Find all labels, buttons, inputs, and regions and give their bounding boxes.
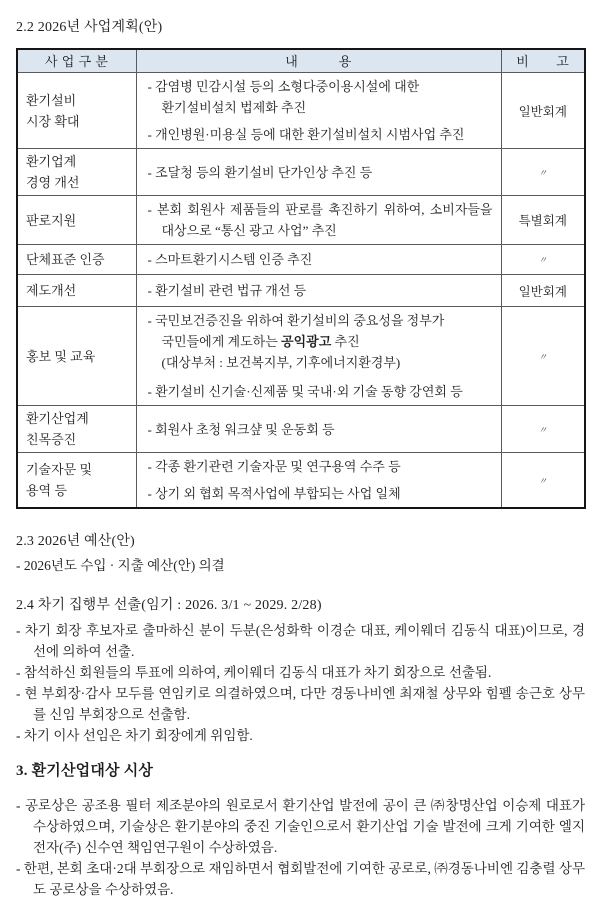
content-cell <box>136 453 501 509</box>
ditto-mark: 〃 <box>538 255 548 265</box>
section-2-4 <box>16 597 585 746</box>
ditto-mark: 〃 <box>538 167 548 178</box>
bullet-item: - 2026년도 수입 · 지출 예산(안) 의결 <box>16 558 225 573</box>
category-cell <box>17 245 136 275</box>
bullet-item: - 현 부회장·감사 모두를 연임키로 의결하였으며, 다만 경동나비엔 최재철 상무와 힘펠 송근호 상무를 신임 부회장으로 선출함. <box>16 686 585 722</box>
category-line: 단체표준 인증 <box>26 252 105 267</box>
content-line: - 환기설비 관련 법규 개선 등 <box>147 283 307 298</box>
ditto-mark: 〃 <box>538 424 548 435</box>
note-cell <box>501 149 585 196</box>
content-line: - 개인병원·미용실 등에 대한 환기설비설치 시범사업 추진 <box>147 127 465 142</box>
content-line: - 국민보건증진을 위하여 환기설비의 중요성을 정부가 <box>147 313 445 328</box>
note-cell <box>501 453 585 509</box>
bullet-item: - 차기 회장 후보자로 출마하신 분이 두분(은성화학 이경순 대표, 케이웨더 김동식 대표)이므로, 경선에 의하여 선출. <box>16 623 585 659</box>
content-line: - 본회 회원사 제품들의 판로를 촉진하기 위하여, 소비자들을 대상으로 “통신 광고 사업” 추진 <box>147 202 493 238</box>
table-header-note: 비 고 <box>501 49 585 73</box>
table-row <box>17 307 585 406</box>
category-cell <box>17 406 136 453</box>
section-3 <box>16 763 585 900</box>
category-cell <box>17 149 136 196</box>
category-cell <box>17 275 136 307</box>
content-cell <box>136 307 501 406</box>
content-line: (대상부처 : 보건복지부, 기후에너지환경부) <box>161 355 401 370</box>
section-2-3-heading: 2.3 2026년 예산(안) <box>16 534 135 549</box>
note-cell: 특별회계 <box>501 196 585 245</box>
category-line: 환기산업계 <box>26 411 89 426</box>
section-2-3-bullets <box>16 555 585 576</box>
business-plan-table-body <box>17 73 585 509</box>
content-line: - 환기설비 신기술·신제품 및 국내·외 기술 동향 강연회 등 <box>147 384 463 399</box>
category-line: 제도개선 <box>26 283 77 298</box>
category-line: 판로지원 <box>26 212 77 228</box>
content-cell <box>136 149 501 196</box>
content-line: 환기설비설치 법제화 추진 <box>161 100 307 115</box>
category-line: 경영 개선 <box>26 175 80 190</box>
content-line: - 조달청 등의 환기설비 단가인상 추진 등 <box>147 164 373 180</box>
bullet-item: - 공로상은 공조용 필터 제조분야의 원로로서 환기산업 발전에 공이 큰 ㈜창명산업 이승제 대표가 수상하였으며, 기술상은 환기분야의 중진 기술인으로서 환기산업 기술 발전에 크게 기여한 엘지전자(주) 신수연 책임연구원이 수상하였음. <box>16 798 585 855</box>
category-line: 친목증진 <box>26 432 77 447</box>
category-cell <box>17 307 136 406</box>
content-cell <box>136 245 501 275</box>
category-cell <box>17 453 136 509</box>
section-2-3 <box>16 533 585 576</box>
table-row <box>17 73 585 149</box>
content-line: - 회원사 초청 워크샾 및 운동회 등 <box>147 421 335 437</box>
business-plan-table <box>16 48 586 509</box>
category-line: 홍보 및 교육 <box>26 348 96 364</box>
table-row <box>17 406 585 453</box>
content-cell <box>136 73 501 149</box>
content-line: 국민들에게 계도하는 공익광고 추진 <box>161 334 360 349</box>
content-line: - 감염병 민감시설 등의 소형다중이용시설에 대한 <box>147 79 420 94</box>
note-cell: 일반회계 <box>501 275 585 307</box>
category-cell <box>17 73 136 149</box>
table-header-category: 사 업 구 분 <box>17 49 136 73</box>
category-line: 기술자문 및 <box>26 462 93 477</box>
content-cell <box>136 275 501 307</box>
content-line: - 스마트환기시스템 인증 추진 <box>147 252 313 267</box>
ditto-mark: 〃 <box>538 475 548 486</box>
table-row <box>17 245 585 275</box>
note-cell <box>501 406 585 453</box>
category-line: 환기업계 <box>26 154 77 169</box>
category-cell <box>17 196 136 245</box>
ditto-mark: 〃 <box>538 351 548 362</box>
bullet-item: - 참석하신 회원들의 투표에 의하여, 케이웨더 김동식 대표가 차기 회장으로 선출됨. <box>16 665 492 680</box>
note-cell: 일반회계 <box>501 73 585 149</box>
table-row <box>17 149 585 196</box>
note-cell <box>501 245 585 275</box>
section-2-4-bullets <box>16 620 585 746</box>
note-cell <box>501 307 585 406</box>
table-header-content: 내 용 <box>136 49 501 73</box>
bullet-item: - 한편, 본회 초대·2대 부회장으로 재임하면서 협회발전에 기여한 공로로, ㈜경동나비엔 김충렬 상무도 공로상을 수상하였음. <box>16 861 585 897</box>
section-3-heading: 3. 환기산업대상 시상 <box>16 763 154 779</box>
category-line: 시장 확대 <box>26 113 80 129</box>
section-2-2-heading: 2.2 2026년 사업계획(안) <box>16 20 163 35</box>
content-line: - 각종 환기관련 기술자문 및 연구용역 수주 등 <box>147 459 401 474</box>
content-cell <box>136 406 501 453</box>
table-header-row <box>17 49 585 73</box>
bullet-item: - 차기 이사 선임은 차기 회장에게 위임함. <box>16 728 253 743</box>
category-line: 환기설비 <box>26 92 77 108</box>
table-row <box>17 196 585 245</box>
category-line: 용역 등 <box>26 483 67 498</box>
section-3-bullets <box>16 795 585 900</box>
content-cell <box>136 196 501 245</box>
table-row <box>17 275 585 307</box>
table-row <box>17 453 585 509</box>
section-2-4-heading: 2.4 차기 집행부 선출(임기 : 2026. 3/1 ~ 2029. 2/28) <box>16 598 322 613</box>
content-line: - 상기 외 협회 목적사업에 부합되는 사업 일체 <box>147 486 401 501</box>
